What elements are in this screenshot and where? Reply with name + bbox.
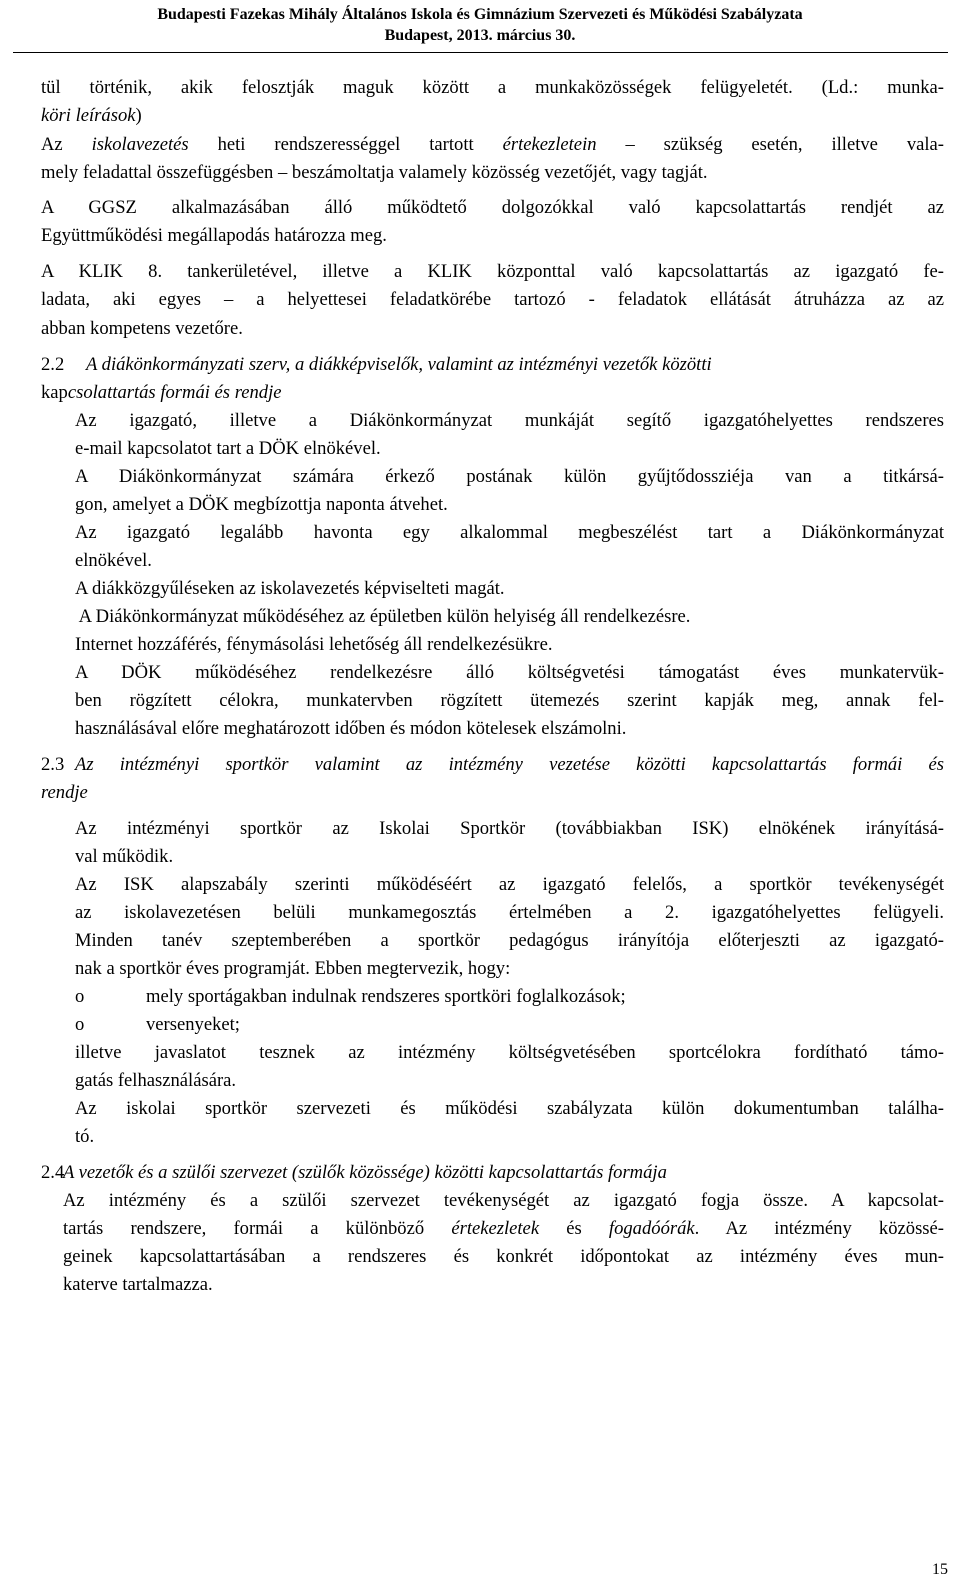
- header-title: Budapesti Fazekas Mihály Általános Iskola és Gimnázium Szervezeti és Működési Szabályzata: [157, 6, 803, 23]
- text-line: A Diákönkormányzat működéséhez az épületben külön helyiség áll rendelkezésre.: [75, 606, 691, 627]
- section-number: 2.3: [41, 754, 65, 775]
- text-line: Minden tanév szeptemberében a sportkör pedagógus irányítója előterjeszti az igazgató-: [75, 930, 944, 951]
- text-line: abban kompetens vezetőre.: [41, 318, 243, 339]
- text-line: használásával előre meghatározott időben és módon kötelesek elszámolni.: [75, 718, 627, 739]
- text-line: Az intézményi sportkör az Iskolai Sportkör (továbbiakban ISK) elnökének irányításá-: [75, 818, 944, 839]
- text-line: tül történik, akik felosztják maguk között a munkaközösségek felügyeletét. (Ld.: munka-: [41, 77, 944, 98]
- text-line: A GGSZ alkalmazásában álló működtető dolgozókkal való kapcsolattartás rendjét az: [41, 197, 944, 218]
- list-item: mely sportágakban indulnak rendszeres sportköri foglalkozások;: [146, 986, 626, 1007]
- text-line: elnökével.: [75, 550, 152, 571]
- italic-term: értekezletein: [502, 134, 597, 155]
- text-line: Együttműködési megállapodás határozza meg.: [41, 225, 387, 246]
- text-line: köri leírások): [41, 105, 142, 126]
- text-line: Az igazgató, illetve a Diákönkormányzat munkáját segítő igazgatóhelyettes rendszeres: [75, 410, 944, 431]
- text-line: Internet hozzáférés, fénymásolási lehetőség áll rendelkezésükre.: [75, 634, 553, 655]
- bullet-marker: o: [75, 1014, 85, 1035]
- text-line: az iskolavezetésen belüli munkamegosztás értelmében a 2. igazgatóhelyettes felügyeli.: [75, 902, 944, 923]
- text-line: Az igazgató legalább havonta egy alkalommal megbeszélést tart a Diákönkormányzat: [75, 522, 944, 543]
- text-line: katerve tartalmazza.: [63, 1274, 213, 1295]
- section-title: A diákönkormányzati szerv, a diákképviselők, valamint az intézményi vezetők közötti: [86, 354, 712, 375]
- text-line: geinek kapcsolattartásában a rendszeres és konkrét időpontokat az intézmény éves mun-: [63, 1246, 944, 1267]
- text-line: ben rögzített célokra, munkatervben rögzített ütemezés szerint kapják meg, annak fel-: [75, 690, 944, 711]
- text-line: illetve javaslatot tesznek az intézmény költségvetésében sportcélokra fordítható támo-: [75, 1042, 944, 1063]
- text-line: Az ISK alapszabály szerinti működéséért az igazgató felelős, a sportkör tevékenységét: [75, 874, 944, 895]
- text-line: A Diákönkormányzat számára érkező postának külön gyűjtődossziéja van a titkársá-: [75, 466, 944, 487]
- document-header: [0, 4, 960, 46]
- bullet-marker: o: [75, 986, 85, 1007]
- section-number: 2.2: [41, 354, 65, 375]
- text-line: A DÖK működéséhez rendelkezésre álló költségvetési támogatást éves munkatervük-: [75, 662, 944, 683]
- italic-term: fogadóórák: [608, 1218, 695, 1239]
- italic-term: értekezletek: [451, 1218, 540, 1239]
- text-line: Az iskolai sportkör szervezeti és működési szabályzata külön dokumentumban találha-: [75, 1098, 944, 1119]
- header-date: Budapest, 2013. március 30.: [384, 27, 576, 44]
- text-line: tó.: [75, 1126, 95, 1147]
- text-line: A KLIK 8. tankerületével, illetve a KLIK központtal való kapcsolattartás az igazgató fe-: [41, 261, 944, 282]
- text-line: nak a sportkör éves programját. Ebben megtervezik, hogy:: [75, 958, 511, 979]
- list-item: versenyeket;: [146, 1014, 240, 1035]
- italic-term: iskolavezetés: [91, 134, 189, 155]
- section-title: kapcsolattartás formái és rendje: [41, 382, 282, 403]
- text-line: Az intézmény és a szülői szervezet tevékenységét az igazgató fogja össze. A kapcsolat-: [63, 1190, 944, 1211]
- text-line: gon, amelyet a DÖK megbízottja naponta átvehet.: [75, 494, 448, 515]
- header-rule: [13, 52, 948, 53]
- text-line: A diákközgyűléseken az iskolavezetés képviselteti magát.: [75, 578, 505, 599]
- text-line: mely feladattal összefüggésben – beszámoltatja valamely közösség vezetőjét, vagy tagját.: [41, 162, 708, 183]
- text-line: gatás felhasználására.: [75, 1070, 237, 1091]
- text-line: tartás rendszere, formái a különböző értekezletek és fogadóórák. Az intézmény közössé-: [63, 1218, 944, 1239]
- page-number: 15: [932, 1561, 948, 1578]
- text-line: val működik.: [75, 846, 174, 867]
- text-line: Az iskolavezetés heti rendszerességgel tartott értekezletein – szükség esetén, illetve vala-: [41, 134, 944, 155]
- section-number: 2.4: [41, 1162, 65, 1183]
- italic-term: köri leírások: [41, 105, 136, 126]
- section-title: Az intézményi sportkör valamint az intézmény vezetése közötti kapcsolattartás formái és: [75, 754, 944, 775]
- section-title: rendje: [41, 782, 88, 803]
- text-line: ladata, aki egyes – a helyettesei feladatkörébe tartozó - feladatok ellátását átruházza az az: [41, 289, 944, 310]
- text-line: e-mail kapcsolatot tart a DÖK elnökével.: [75, 438, 381, 459]
- section-title: A vezetők és a szülői szervezet (szülők közössége) közötti kapcsolattartás formája: [63, 1162, 667, 1183]
